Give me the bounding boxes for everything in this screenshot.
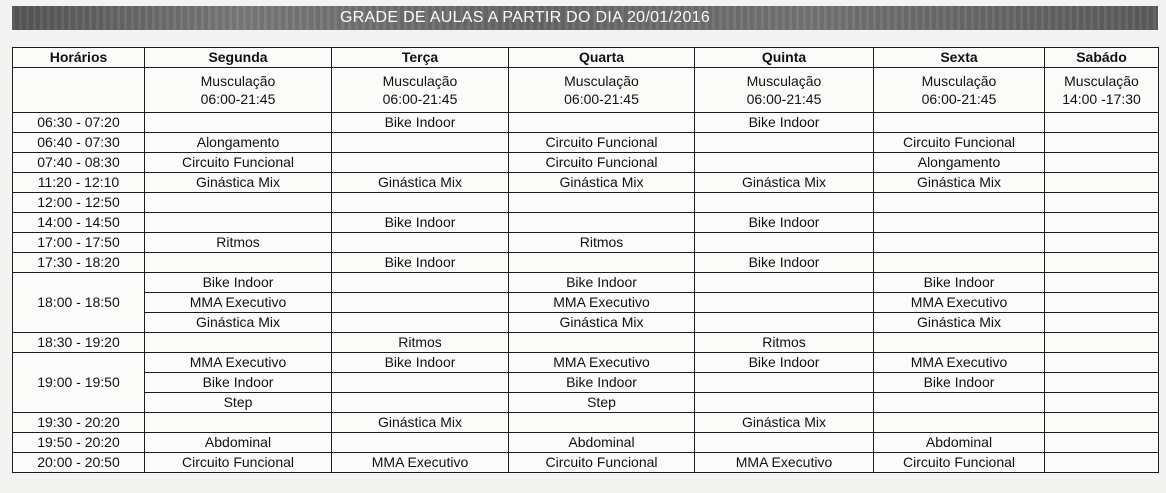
- time-cell: 14:00 - 14:50: [13, 213, 145, 233]
- class-cell-quarta: [509, 333, 695, 353]
- time-cell: 07:40 - 08:30: [13, 153, 145, 173]
- class-cell-quarta: MMA Executivo: [509, 353, 695, 373]
- class-cell-quinta: Bike Indoor: [695, 253, 874, 273]
- class-cell-segunda: [145, 193, 332, 213]
- class-name: Musculação: [1064, 73, 1139, 89]
- class-hours: 06:00-21:45: [746, 91, 822, 107]
- class-cell-segunda: Bike Indoor: [145, 373, 332, 393]
- time-cell: 17:30 - 18:20: [13, 253, 145, 273]
- header-terca: Terça: [332, 48, 509, 68]
- schedule-row: [13, 253, 1159, 273]
- class-cell-sexta: [874, 213, 1045, 233]
- class-cell-sexta: [874, 413, 1045, 433]
- class-cell-sexta: Ginástica Mix: [874, 173, 1045, 193]
- time-cell: 12:00 - 12:50: [13, 193, 145, 213]
- class-cell-quarta: [509, 413, 695, 433]
- header-sabado: Sabádo: [1045, 48, 1159, 68]
- class-cell-segunda: Bike Indoor: [145, 273, 332, 293]
- class-cell-quarta: Circuito Funcional: [509, 453, 695, 473]
- header-row: [13, 48, 1159, 68]
- class-cell-sexta: Alongamento: [874, 153, 1045, 173]
- class-cell-segunda: Abdominal: [145, 433, 332, 453]
- class-cell-segunda: [145, 253, 332, 273]
- class-cell-quinta: Bike Indoor: [695, 213, 874, 233]
- class-cell-sexta: Ginástica Mix: [874, 313, 1045, 333]
- class-cell-sabado: [1045, 433, 1159, 453]
- class-cell-terca: [332, 373, 509, 393]
- class-cell-quinta: [695, 153, 874, 173]
- class-cell-sexta: [874, 233, 1045, 253]
- musculacao-cell-quinta: [695, 68, 874, 113]
- class-cell-quinta: [695, 193, 874, 213]
- time-cell: [13, 68, 145, 113]
- class-hours: 06:00-21:45: [921, 91, 997, 107]
- class-cell-segunda: [145, 333, 332, 353]
- class-cell-sexta: Circuito Funcional: [874, 453, 1045, 473]
- class-cell-sexta: Bike Indoor: [874, 373, 1045, 393]
- header-horarios: Horários: [13, 48, 145, 68]
- class-cell-segunda: Circuito Funcional: [145, 453, 332, 473]
- musculacao-row: [13, 68, 1159, 113]
- class-cell-sexta: Circuito Funcional: [874, 133, 1045, 153]
- class-name: Musculação: [382, 73, 458, 89]
- class-cell-terca: Bike Indoor: [332, 353, 509, 373]
- class-cell-terca: [332, 193, 509, 213]
- header-sexta: Sexta: [874, 48, 1045, 68]
- class-cell-sexta: [874, 113, 1045, 133]
- class-name: Musculação: [200, 73, 276, 89]
- class-cell-terca: Ginástica Mix: [332, 173, 509, 193]
- musculacao-cell-sabado: [1045, 68, 1159, 113]
- time-cell: 17:00 - 17:50: [13, 233, 145, 253]
- class-name: Musculação: [564, 73, 639, 89]
- schedule-row: [13, 353, 1159, 373]
- schedule-row: [13, 233, 1159, 253]
- class-cell-sexta: Abdominal: [874, 433, 1045, 453]
- class-cell-quinta: [695, 233, 874, 253]
- class-cell-terca: Bike Indoor: [332, 213, 509, 233]
- class-cell-sabado: [1045, 273, 1159, 293]
- time-cell: 19:50 - 20:20: [13, 433, 145, 453]
- class-cell-terca: Ginástica Mix: [332, 413, 509, 433]
- class-cell-segunda: [145, 413, 332, 433]
- class-cell-sabado: [1045, 133, 1159, 153]
- time-cell: 19:30 - 20:20: [13, 413, 145, 433]
- schedule-row: [13, 373, 1159, 393]
- class-cell-sexta: MMA Executivo: [874, 293, 1045, 313]
- time-cell: 18:00 - 18:50: [13, 273, 145, 333]
- class-cell-quinta: MMA Executivo: [695, 453, 874, 473]
- class-cell-sabado: [1045, 153, 1159, 173]
- schedule-row: [13, 413, 1159, 433]
- class-cell-terca: [332, 393, 509, 413]
- class-cell-terca: Bike Indoor: [332, 113, 509, 133]
- class-cell-sabado: [1045, 373, 1159, 393]
- class-cell-terca: [332, 313, 509, 333]
- class-cell-terca: [332, 233, 509, 253]
- class-cell-terca: [332, 133, 509, 153]
- class-cell-segunda: Ginástica Mix: [145, 313, 332, 333]
- time-cell: 18:30 - 19:20: [13, 333, 145, 353]
- class-cell-segunda: Step: [145, 393, 332, 413]
- class-cell-sabado: [1045, 453, 1159, 473]
- schedule-row: [13, 313, 1159, 333]
- class-hours: 06:00-21:45: [564, 91, 639, 107]
- class-cell-quinta: [695, 313, 874, 333]
- class-cell-quarta: [509, 253, 695, 273]
- class-cell-quinta: Bike Indoor: [695, 353, 874, 373]
- class-cell-quarta: [509, 113, 695, 133]
- class-cell-sabado: [1045, 393, 1159, 413]
- class-cell-quarta: Ritmos: [509, 233, 695, 253]
- class-cell-sabado: [1045, 213, 1159, 233]
- class-cell-sexta: MMA Executivo: [874, 353, 1045, 373]
- class-schedule-table: [12, 47, 1159, 473]
- class-cell-sabado: [1045, 333, 1159, 353]
- class-cell-segunda: [145, 213, 332, 233]
- class-cell-terca: [332, 153, 509, 173]
- class-cell-quinta: [695, 133, 874, 153]
- class-cell-segunda: Circuito Funcional: [145, 153, 332, 173]
- class-cell-sexta: [874, 193, 1045, 213]
- time-cell: 06:40 - 07:30: [13, 133, 145, 153]
- schedule-row: [13, 273, 1159, 293]
- class-hours: 14:00 -17:30: [1062, 91, 1141, 107]
- schedule-row: [13, 153, 1159, 173]
- class-cell-quarta: Bike Indoor: [509, 273, 695, 293]
- class-cell-terca: Bike Indoor: [332, 253, 509, 273]
- schedule-row: [13, 393, 1159, 413]
- class-cell-quarta: Circuito Funcional: [509, 133, 695, 153]
- musculacao-cell-quarta: [509, 68, 695, 113]
- header-segunda: Segunda: [145, 48, 332, 68]
- class-cell-sabado: [1045, 413, 1159, 433]
- class-cell-sabado: [1045, 293, 1159, 313]
- musculacao-cell-segunda: [145, 68, 332, 113]
- class-cell-segunda: Ritmos: [145, 233, 332, 253]
- class-cell-quarta: Circuito Funcional: [509, 153, 695, 173]
- musculacao-cell-sexta: [874, 68, 1045, 113]
- class-cell-terca: [332, 433, 509, 453]
- time-cell: 11:20 - 12:10: [13, 173, 145, 193]
- schedule-row: [13, 133, 1159, 153]
- title-banner: [12, 6, 1158, 30]
- class-cell-sabado: [1045, 173, 1159, 193]
- class-cell-quinta: Ritmos: [695, 333, 874, 353]
- class-cell-quinta: [695, 373, 874, 393]
- class-cell-sexta: [874, 253, 1045, 273]
- class-name: Musculação: [921, 73, 997, 89]
- musculacao-cell-terca: [332, 68, 509, 113]
- schedule-row: [13, 293, 1159, 313]
- class-cell-quinta: Bike Indoor: [695, 113, 874, 133]
- class-cell-quarta: MMA Executivo: [509, 293, 695, 313]
- page-title: GRADE DE AULAS A PARTIR DO DIA 20/01/2016: [339, 9, 711, 26]
- schedule-row: [13, 453, 1159, 473]
- class-cell-terca: Ritmos: [332, 333, 509, 353]
- class-cell-sabado: [1045, 233, 1159, 253]
- class-cell-quarta: Ginástica Mix: [509, 313, 695, 333]
- class-cell-segunda: MMA Executivo: [145, 353, 332, 373]
- class-cell-terca: [332, 273, 509, 293]
- class-hours: 06:00-21:45: [200, 91, 276, 107]
- class-cell-sexta: [874, 393, 1045, 413]
- class-cell-segunda: Ginástica Mix: [145, 173, 332, 193]
- class-cell-segunda: [145, 113, 332, 133]
- header-quinta: Quinta: [695, 48, 874, 68]
- class-cell-quinta: [695, 393, 874, 413]
- class-cell-quinta: Ginástica Mix: [695, 173, 874, 193]
- class-cell-quarta: Abdominal: [509, 433, 695, 453]
- class-cell-sabado: [1045, 113, 1159, 133]
- time-cell: 20:00 - 20:50: [13, 453, 145, 473]
- schedule-row: [13, 433, 1159, 453]
- class-cell-sexta: [874, 333, 1045, 353]
- class-cell-quarta: Ginástica Mix: [509, 173, 695, 193]
- schedule-row: [13, 113, 1159, 133]
- time-cell: 06:30 - 07:20: [13, 113, 145, 133]
- schedule-row: [13, 213, 1159, 233]
- class-cell-terca: [332, 293, 509, 313]
- class-cell-segunda: Alongamento: [145, 133, 332, 153]
- class-cell-sabado: [1045, 353, 1159, 373]
- class-cell-quarta: [509, 213, 695, 233]
- class-cell-quinta: [695, 293, 874, 313]
- class-cell-quarta: Step: [509, 393, 695, 413]
- class-cell-sabado: [1045, 313, 1159, 333]
- header-quarta: Quarta: [509, 48, 695, 68]
- time-cell: 19:00 - 19:50: [13, 353, 145, 413]
- schedule-row: [13, 333, 1159, 353]
- schedule-row: [13, 173, 1159, 193]
- class-cell-sexta: Bike Indoor: [874, 273, 1045, 293]
- class-cell-quarta: [509, 193, 695, 213]
- schedule-row: [13, 193, 1159, 213]
- class-cell-quarta: Bike Indoor: [509, 373, 695, 393]
- class-cell-sabado: [1045, 253, 1159, 273]
- class-cell-quinta: [695, 273, 874, 293]
- class-cell-quinta: [695, 433, 874, 453]
- class-cell-sabado: [1045, 193, 1159, 213]
- class-name: Musculação: [746, 73, 822, 89]
- class-hours: 06:00-21:45: [382, 91, 458, 107]
- schedule-body: [13, 68, 1159, 473]
- class-cell-quinta: Ginástica Mix: [695, 413, 874, 433]
- class-cell-terca: MMA Executivo: [332, 453, 509, 473]
- class-cell-segunda: MMA Executivo: [145, 293, 332, 313]
